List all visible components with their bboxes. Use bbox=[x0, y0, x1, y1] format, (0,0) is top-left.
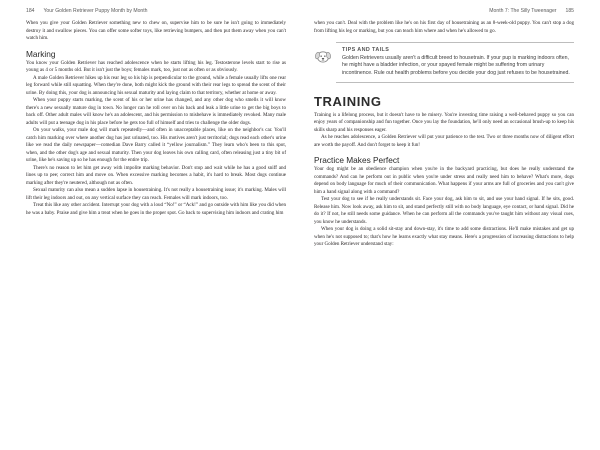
puppy-icon bbox=[312, 45, 334, 67]
training-paragraph: Training is a lifelong process, but it doesn't have to be misery. You're investing time raising a well-behaved puppy so you can enjoy years of companionship and fun together. Once you lay the foundation, he'll only need an occasional brush-up to keep his skills sharp and his responses eager. bbox=[314, 111, 574, 133]
marking-heading: Marking bbox=[26, 48, 56, 59]
left-running-head-title: Your Golden Retriever Puppy Month by Month bbox=[43, 8, 148, 14]
training-heading: TRAINING bbox=[314, 93, 382, 109]
right-page bbox=[300, 0, 600, 450]
tip-body: Golden Retrievers usually aren't a difficult breed to housetrain. If your pup is marking indoors often, he might have a bladder infection, or your spayed female might be suffering from urinary incontinence. Rule out health problems before you decide your dog just refuses to be housetrained. bbox=[342, 55, 570, 76]
left-folio: 184 bbox=[26, 8, 35, 14]
marking-paragraph: You know your Golden Retriever has reached adolescence when he starts lifting his leg. Testosterone levels start to rise as young as 4 or 5 months old. But it isn't just the boys; females mark, too, just not as often or as obviously. bbox=[26, 59, 286, 73]
marking-paragraph: A male Golden Retriever hikes up his rear leg so his hip is perpendicular to the ground, while a female usually lifts one rear leg forward while still squatting. When they're done, both might kick the ground with their rear legs to spread the scent of their urine. By doing this, your dog is announcing his sexual maturity and laying claim to that territory, whether at home or away. bbox=[26, 74, 286, 96]
training-paragraph: As he reaches adolescence, a Golden Retriever will put your patience to the test. Two or three months now of diligent effort are worth the payoff. And don't forget to keep it fun! bbox=[314, 134, 574, 148]
right-body bbox=[314, 20, 574, 249]
tip-box bbox=[336, 42, 574, 83]
left-body bbox=[26, 20, 286, 217]
marking-paragraph: There's no reason to let him get away with impolite marking behavior. Don't stop and wait while he has a good sniff and lines up to pee; correct him and move on. When excessive marking becomes a habit, it's hard to break. Most dogs continue marking after they're neutered, although not as often. bbox=[26, 164, 286, 186]
right-running-head-title: Month 7: The Silly Tweenager bbox=[489, 8, 557, 14]
right-running-head bbox=[314, 2, 574, 20]
practice-heading: Practice Makes Perfect bbox=[314, 155, 400, 166]
marking-paragraph: When your puppy starts marking, the scent of his or her urine has changed, and any other dog who smells it will know there's a new sexually mature dog in town. No longer can he roll over on his back and leak a little urine to get the big boys to back off. Other adult males will know he's an adolescent, and his permission to misbehave is immediately revoked. Many male adults will put a teenage dog in his place before he gets too full of himself and tries to challenge the older dogs. bbox=[26, 97, 286, 126]
tip-title: TIPS AND TAILS bbox=[342, 47, 390, 53]
left-running-head bbox=[26, 2, 286, 20]
intro-paragraph: When you give your Golden Retriever something new to chew on, supervise him to be sure he isn't going to immediately destroy it and swallow pieces. You can offer some softer toys, like retrieving bumpers, and then put them away when you can't watch him. bbox=[26, 20, 286, 41]
marking-paragraph: On your walks, your male dog will mark repeatedly—and often in unacceptable places, like on the neighbor's car. You'll catch him marking over where another dog has just urinated, too. His motives aren't just territorial; dogs read each other's urine like we read the daily newspaper—comedian Dave Barry called it “yellow journalism.” They learn who's been to this spot, when, and the other dog's age and sexual maturity. Then your dog leaves his own calling card, often releasing just a tiny bit of urine, like he's saving up so he has enough for the entire trip. bbox=[26, 127, 286, 163]
practice-paragraph: Your dog might be an obedience champion when you're in the backyard practicing, but does he really understand the commands? And can he perform out in public when you're under stress and really need him to behave? What's more, dogs depend on body language for much of their communication. What happens if your arms are full of groceries and you can't give him a hand signal along with a command? bbox=[314, 166, 574, 195]
marking-paragraph: Treat this like any other accident. Interrupt your dog with a loud “No!” or “Ack!” and go outside with him like you did when he was a baby. Praise and give him a treat when he goes in the proper spot. Go back to supervising him indoors and crating him bbox=[26, 202, 286, 216]
marking-paragraph: Sexual maturity can also mean a sudden lapse in housetraining. It's not really a housetraining issue; it's marking. Males will lift their leg indoors and out, on any vertical surface they can reach. Females will mark indoors, too. bbox=[26, 187, 286, 201]
continued-paragraph: when you can't. Deal with the problem like he's on his first day of housetraining as an 8-week-old puppy. You can't stop a dog from lifting his leg or marking, but you can teach him where and when he's allowed to go. bbox=[314, 20, 574, 34]
practice-paragraph: Test your dog to see if he really understands sit. Face your dog, ask him to sit, and use your hand signal. If he sits, good. Release him. Now look away, ask him to sit, and stand perfectly still with no body language, eye contact, or hand signal. Did he do it? If not, he still needs some guidance. When he can perform all the commands you've taught him without any visual cues, you know he understands. bbox=[314, 196, 574, 225]
practice-paragraph: When your dog is doing a solid sit-stay and down-stay, it's time to add some distractions. He'll make mistakes and get up when he's not supposed to; that's how he learns exactly what stay means. Here's a progression of increasing distractions to help your Golden Retriever understand stay: bbox=[314, 226, 574, 248]
right-folio: 185 bbox=[565, 8, 574, 14]
